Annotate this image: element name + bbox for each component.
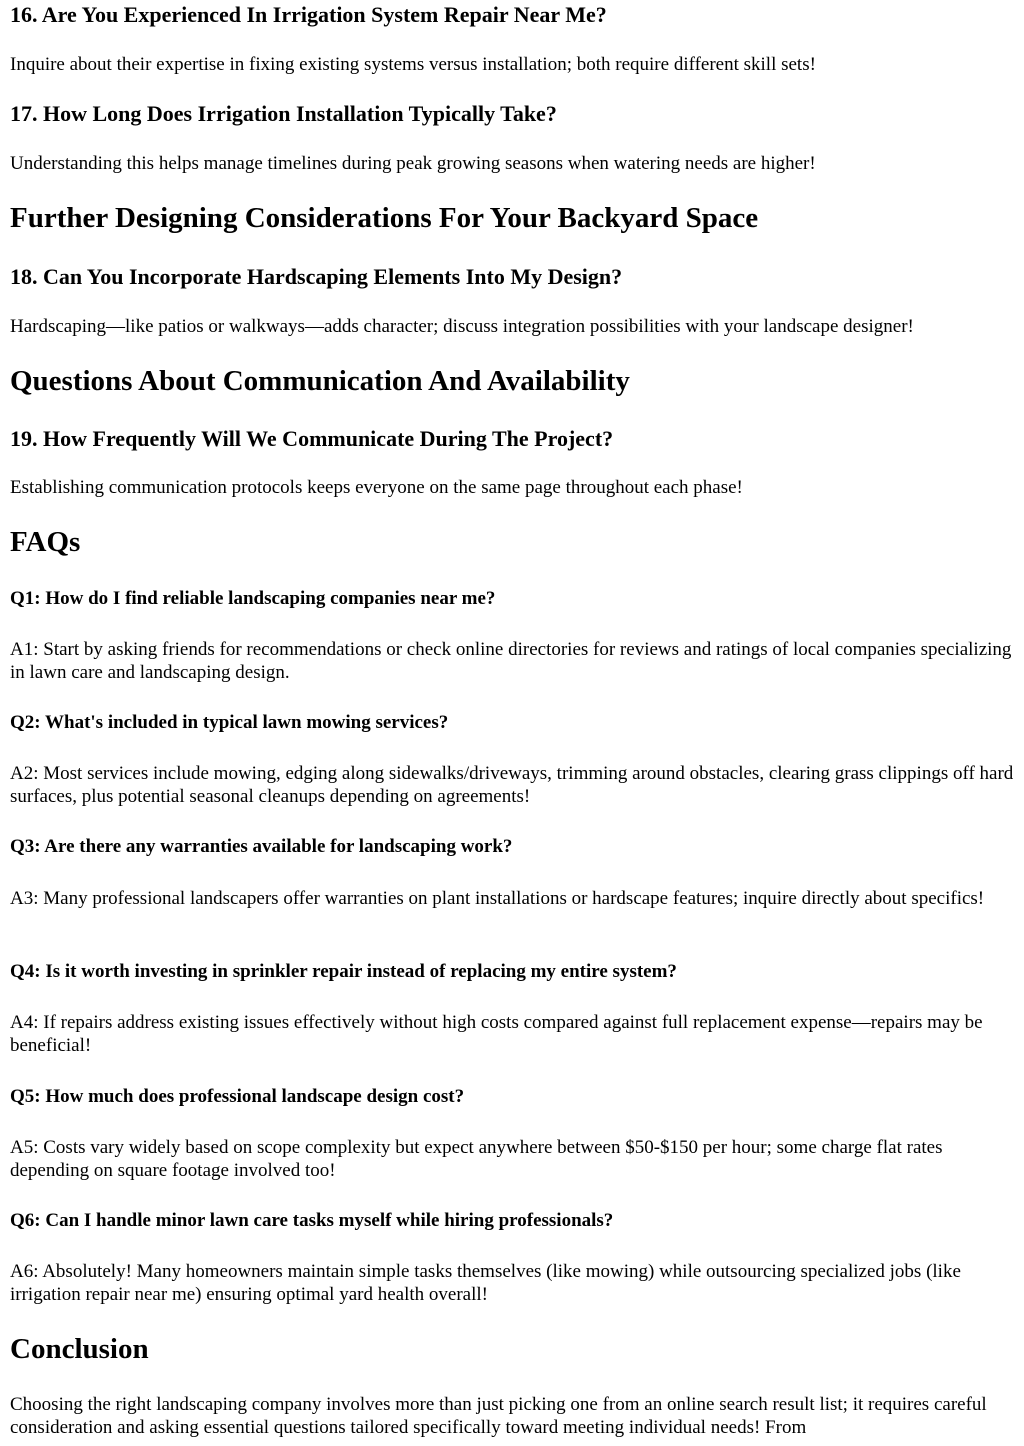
- section-heading-communication: Questions About Communication And Availability: [10, 365, 630, 397]
- section-heading-conclusion: Conclusion: [10, 1333, 149, 1365]
- faq-question-q3: Q3: Are there any warranties available for landscaping work?: [10, 836, 513, 857]
- answer-paragraph-16: Inquire about their expertise in fixing existing systems versus installation; both require different skill sets!: [10, 54, 816, 75]
- section-heading-faqs: FAQs: [10, 526, 81, 558]
- section-heading-backyard-design: Further Designing Considerations For Your Backyard Space: [10, 202, 759, 234]
- faq-question-q6: Q6: Can I handle minor lawn care tasks myself while hiring professionals?: [10, 1210, 614, 1231]
- faq-answer-a6: A6: Absolutely! Many homeowners maintain simple tasks themselves (like mowing) while outsourcing specialized jobs (like irrigation repair near me) ensuring optimal yard health overall!: [10, 1261, 961, 1305]
- faq-answer-a3: A3: Many professional landscapers offer warranties on plant installations or hardscape features; inquire directly about specifics!: [10, 888, 985, 909]
- faq-answer-a5: A5: Costs vary widely based on scope complexity but expect anywhere between $50-$150 per hour; some charge flat rates depending on square footage involved too!: [10, 1137, 943, 1181]
- question-heading-18: 18. Can You Incorporate Hardscaping Elements Into My Design?: [10, 264, 623, 289]
- faq-question-q1: Q1: How do I find reliable landscaping companies near me?: [10, 588, 496, 609]
- answer-paragraph-17: Understanding this helps manage timelines during peak growing seasons when watering needs are higher!: [10, 153, 816, 174]
- faq-question-q4: Q4: Is it worth investing in sprinkler repair instead of replacing my entire system?: [10, 961, 677, 982]
- answer-paragraph-19: Establishing communication protocols keeps everyone on the same page throughout each phase!: [10, 477, 743, 498]
- conclusion-paragraph: Choosing the right landscaping company involves more than just picking one from an online search result list; it requires careful consideration and asking essential questions tailored specifically toward meeting individual needs! From: [10, 1394, 987, 1438]
- answer-paragraph-18: Hardscaping—like patios or walkways—adds character; discuss integration possibilities with your landscape designer!: [10, 316, 914, 337]
- question-heading-16: 16. Are You Experienced In Irrigation System Repair Near Me?: [10, 2, 607, 27]
- question-heading-19: 19. How Frequently Will We Communicate During The Project?: [10, 426, 614, 451]
- faq-answer-a4: A4: If repairs address existing issues effectively without high costs compared against full replacement expense—repairs may be beneficial!: [10, 1012, 983, 1056]
- faq-answer-a1: A1: Start by asking friends for recommendations or check online directories for reviews and ratings of local companies specializing in lawn care and landscaping design.: [10, 639, 1012, 683]
- faq-question-q2: Q2: What's included in typical lawn mowing services?: [10, 712, 449, 733]
- faq-question-q5: Q5: How much does professional landscape design cost?: [10, 1086, 465, 1107]
- faq-answer-a2: A2: Most services include mowing, edging along sidewalks/driveways, trimming around obstacles, clearing grass clippings off hard surfaces, plus potential seasonal cleanups depending on agreements!: [10, 763, 1014, 807]
- question-heading-17: 17. How Long Does Irrigation Installation Typically Take?: [10, 101, 557, 126]
